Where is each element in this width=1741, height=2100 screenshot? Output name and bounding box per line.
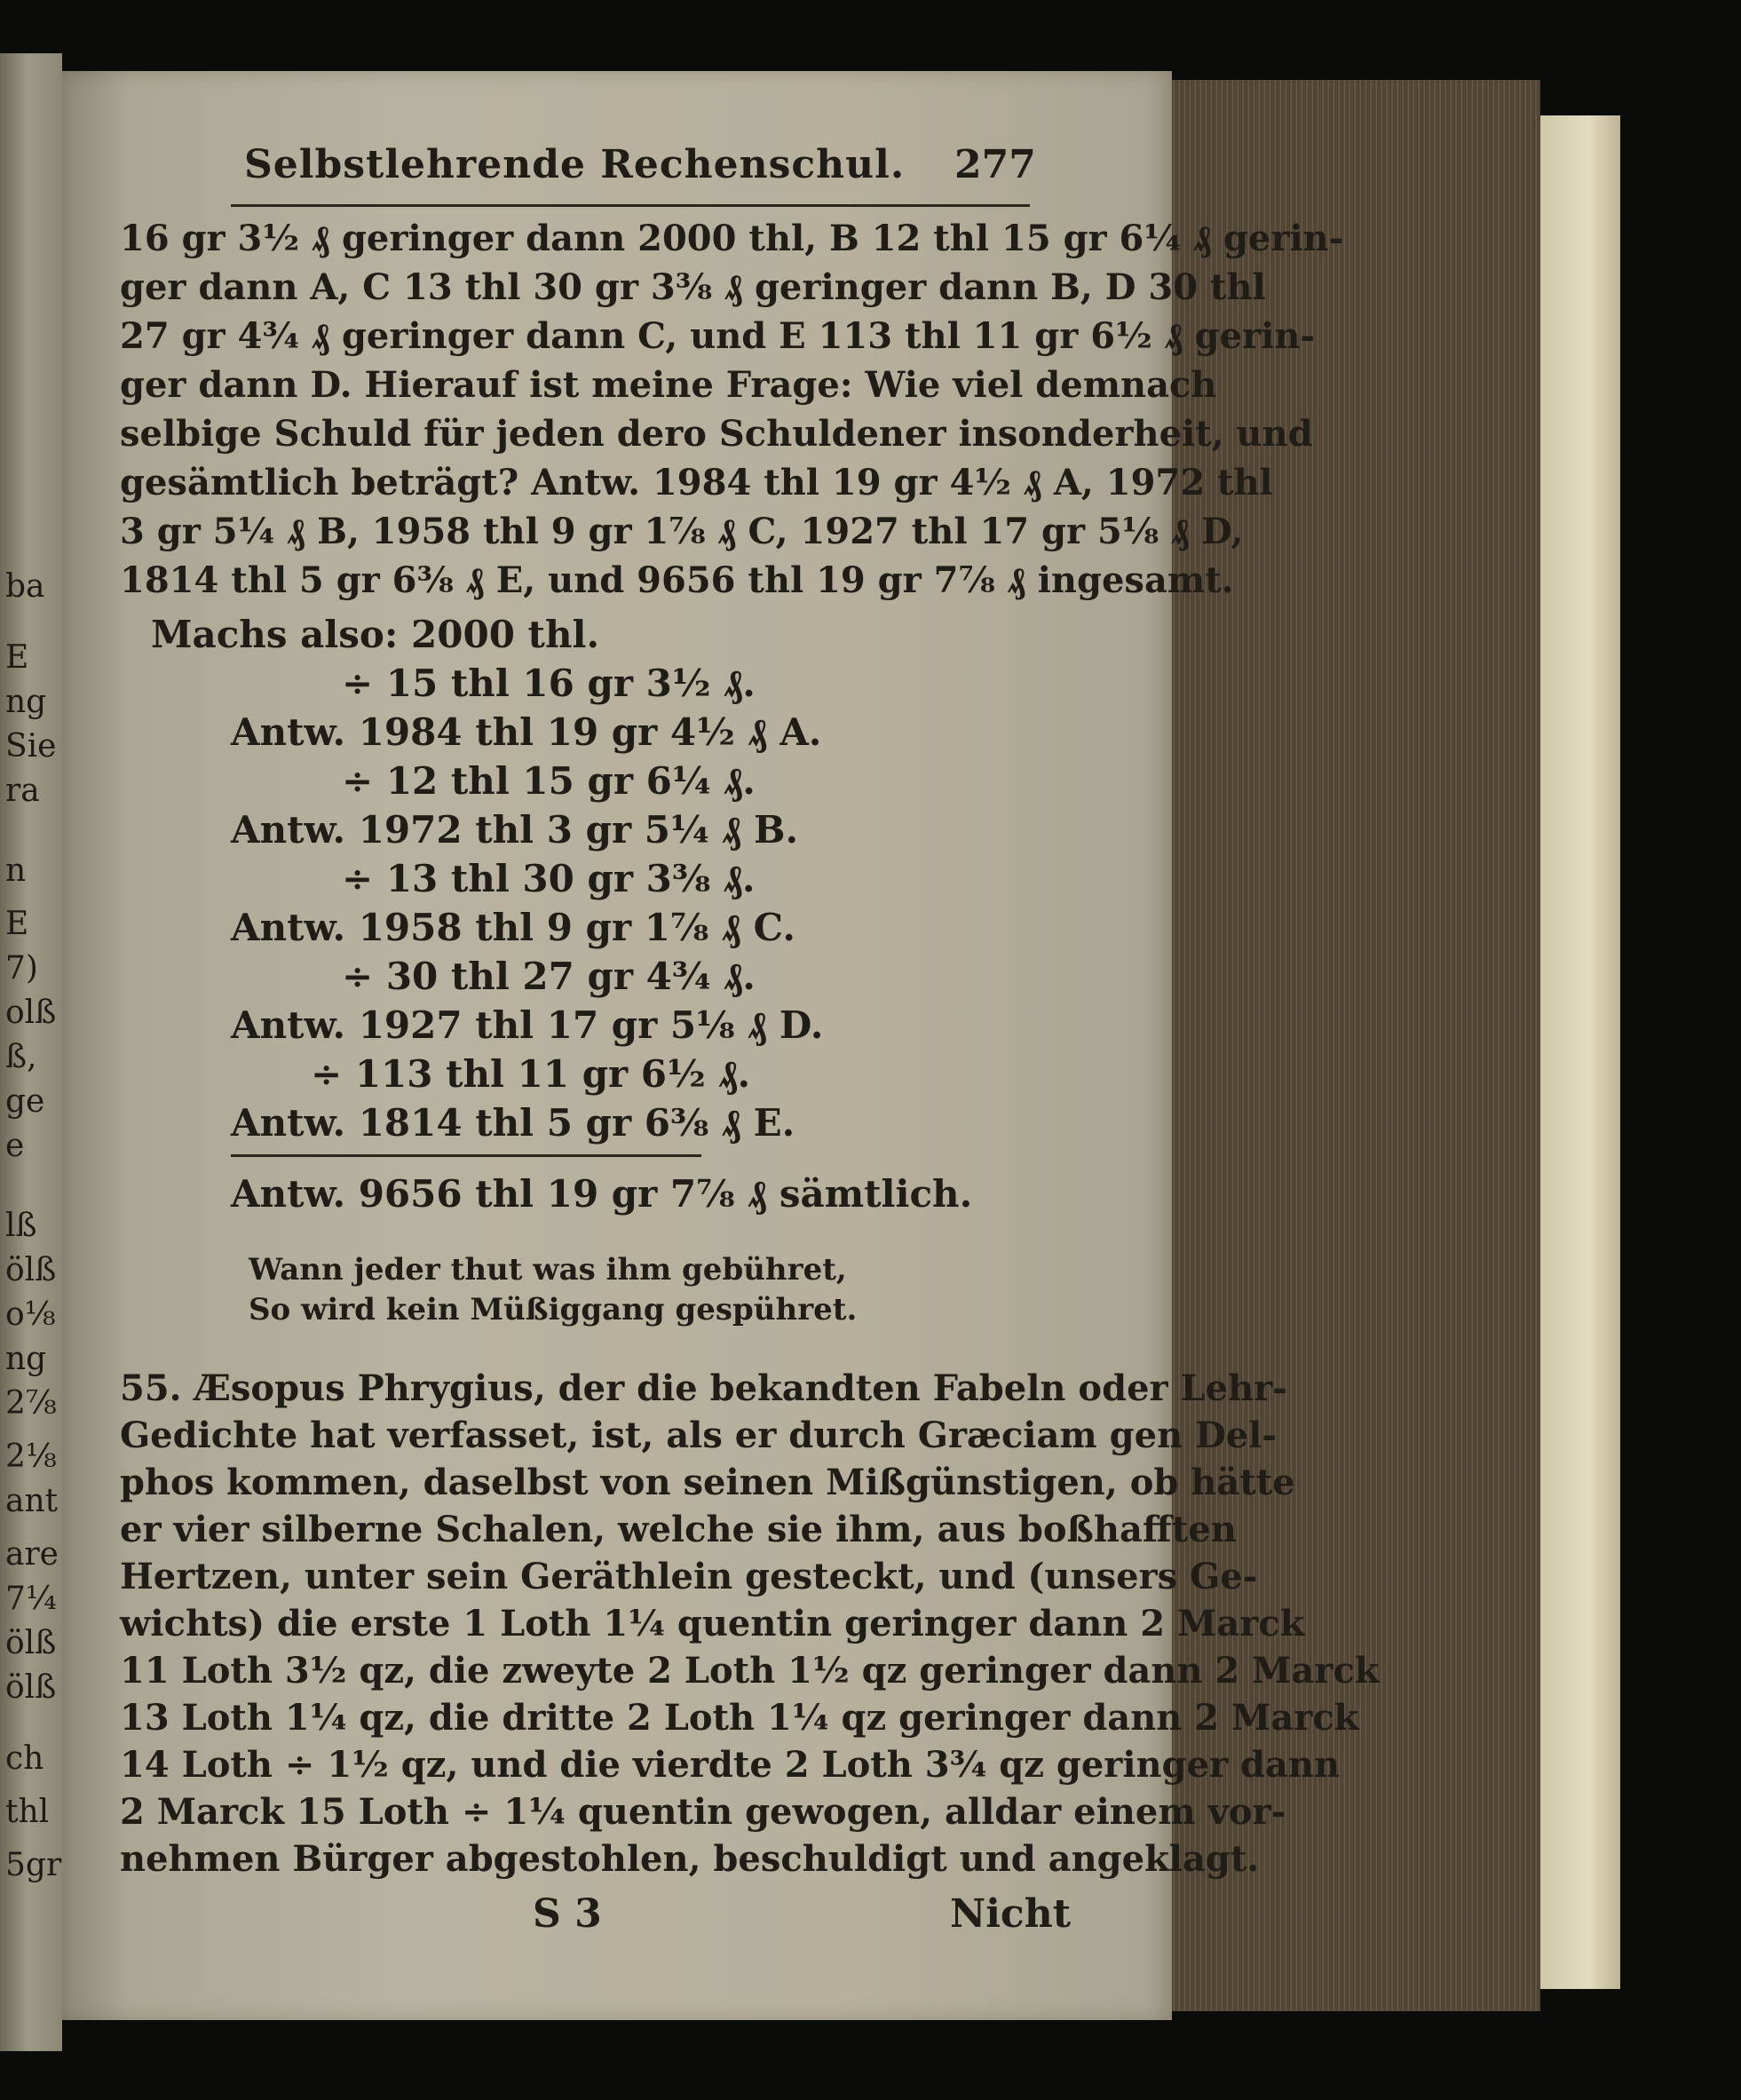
running-header: Selbstlehrende Rechenschul. (244, 142, 906, 187)
facing-page-fragment: ch (5, 1740, 44, 1777)
facing-page-fragment: 5gr (5, 1847, 62, 1883)
calc-total: Antw. 9656 thl 19 gr 7⅞ ₰ sämtlich. (231, 1172, 973, 1216)
body-line: 16 gr 3½ ₰ geringer dann 2000 thl, B 12 thl 15 gr 6¼ ₰ gerin- (120, 218, 1344, 259)
problem-line: 13 Loth 1¼ qz, die dritte 2 Loth 1¼ qz geringer dann 2 Marck (120, 1697, 1359, 1739)
facing-page-fragment: E (5, 639, 29, 676)
book-cover-edge (1540, 115, 1620, 1989)
body-line: selbige Schuld für jeden dero Schuldener insonderheit, und (120, 413, 1313, 455)
calc-answer: Antw. 1984 thl 19 gr 4½ ₰ A. (231, 710, 822, 754)
facing-page-fragment: ba (5, 568, 45, 605)
calc-subtract: ÷ 30 thl 27 gr 4¾ ₰. (342, 955, 756, 998)
facing-page-fragment: ra (5, 773, 40, 809)
calc-subtract: ÷ 15 thl 16 gr 3½ ₰. (342, 662, 756, 705)
body-line: ger dann D. Hierauf ist meine Frage: Wie viel demnach (120, 364, 1217, 406)
facing-page-fragment: 7) (5, 950, 38, 987)
verse-line: Wann jeder thut was ihm gebühret, (249, 1252, 847, 1288)
problem-line: Gedichte hat verfasset, ist, als er durch Græciam gen Del- (120, 1415, 1278, 1456)
facing-page-fragment: 2⅞ (5, 1385, 57, 1422)
facing-page-fragment: ng (5, 684, 47, 720)
signature-mark: S 3 (533, 1891, 602, 1937)
facing-page-fragment: ölß (5, 1252, 57, 1288)
facing-page-fragment: ge (5, 1083, 45, 1120)
body-line: ger dann A, C 13 thl 30 gr 3⅜ ₰ geringer dann B, D 30 thl (120, 266, 1266, 308)
problem-line: phos kommen, daselbst von seinen Mißgünstigen, ob hätte (120, 1462, 1295, 1503)
body-line: 3 gr 5¼ ₰ B, 1958 thl 9 gr 1⅞ ₰ C, 1927 thl 17 gr 5⅛ ₰ D, (120, 511, 1244, 552)
calc-subtract: ÷ 113 thl 11 gr 6½ ₰. (311, 1052, 751, 1096)
facing-page-fragment: ng (5, 1341, 47, 1377)
facing-page-fragment: ß, (5, 1039, 37, 1075)
problem-line: nehmen Bürger abgestohlen, beschuldigt und angeklagt. (120, 1838, 1260, 1880)
facing-page-fragment: ant (5, 1483, 59, 1519)
calc-subtract: ÷ 12 thl 15 gr 6¼ ₰. (342, 759, 756, 803)
problem-line: 11 Loth 3½ qz, die zweyte 2 Loth 1½ qz geringer dann 2 Marck (120, 1650, 1380, 1692)
facing-page-fragment: 2⅛ (5, 1438, 57, 1475)
problem-line: wichts) die erste 1 Loth 1¼ quentin geringer dann 2 Marck (120, 1603, 1305, 1644)
problem-line: 2 Marck 15 Loth ÷ 1¼ quentin gewogen, alldar einem vor- (120, 1791, 1286, 1833)
body-line: 27 gr 4¾ ₰ geringer dann C, und E 113 thl 11 gr 6½ ₰ gerin- (120, 315, 1316, 357)
facing-page-edge (0, 53, 62, 2051)
header-rule (231, 204, 1030, 207)
problem-line: 55. Æsopus Phrygius, der die bekandten Fabeln oder Lehr- (120, 1367, 1287, 1409)
facing-page-fragment: Sie (5, 728, 57, 765)
calc-intro: Machs also: 2000 thl. (151, 613, 600, 656)
facing-page-fragment: ölß (5, 1625, 57, 1661)
facing-page-fragment: n (5, 852, 27, 889)
calc-answer: Antw. 1927 thl 17 gr 5⅛ ₰ D. (231, 1003, 824, 1047)
facing-page-fragment: are (5, 1536, 59, 1573)
problem-line: er vier silberne Schalen, welche sie ihm, aus boßhafften (120, 1509, 1237, 1550)
facing-page-fragment: olß (5, 995, 57, 1031)
problem-line: Hertzen, unter sein Geräthlein gesteckt, und (unsers Ge- (120, 1556, 1258, 1597)
facing-page-fragment: ölß (5, 1669, 57, 1706)
problem-line: 14 Loth ÷ 1½ qz, und die vierdte 2 Loth 3¾ qz geringer dann (120, 1744, 1341, 1786)
calc-answer: Antw. 1958 thl 9 gr 1⅞ ₰ C. (231, 906, 795, 949)
sum-rule (231, 1154, 701, 1157)
facing-page-fragment: 7¼ (5, 1581, 57, 1617)
facing-page-fragment: e (5, 1128, 25, 1164)
calc-answer: Antw. 1972 thl 3 gr 5¼ ₰ B. (231, 808, 799, 852)
facing-page-fragment: E (5, 906, 29, 942)
body-line: gesämtlich beträgt? Antw. 1984 thl 19 gr 4½ ₰ A, 1972 thl (120, 462, 1273, 503)
body-line: 1814 thl 5 gr 6⅜ ₰ E, und 9656 thl 19 gr 7⅞ ₰ ingesamt. (120, 559, 1234, 601)
catchword: Nicht (950, 1891, 1072, 1937)
facing-page-fragment: lß (5, 1208, 37, 1244)
calc-subtract: ÷ 13 thl 30 gr 3⅜ ₰. (342, 857, 756, 900)
facing-page-fragment: o⅛ (5, 1296, 56, 1333)
page-number: 277 (954, 142, 1036, 187)
verse-line: So wird kein Müßiggang gespühret. (249, 1292, 858, 1327)
calc-answer: Antw. 1814 thl 5 gr 6⅜ ₰ E. (231, 1101, 795, 1145)
facing-page-fragment: thl (5, 1794, 50, 1830)
